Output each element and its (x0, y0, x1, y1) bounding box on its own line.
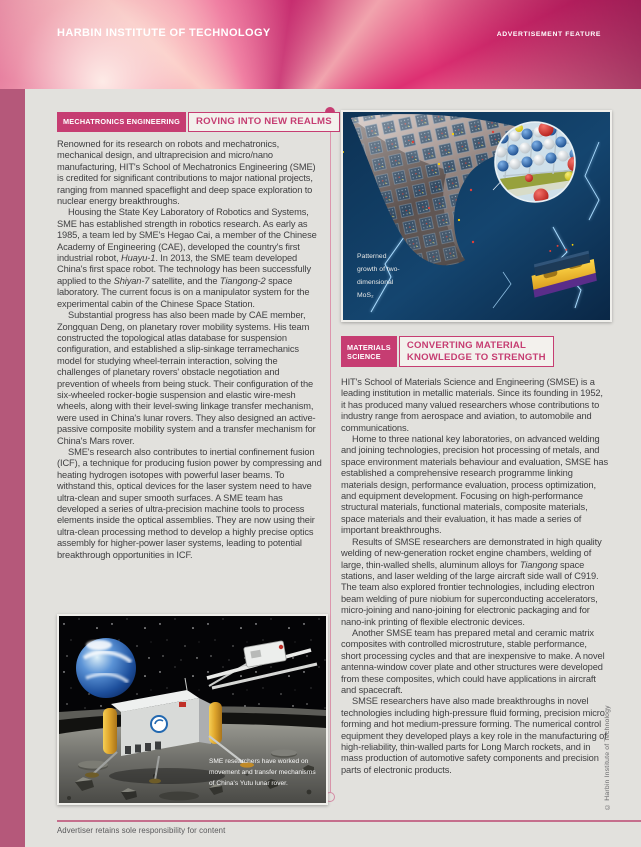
image-credit: © Harbin Institute of Technology (604, 705, 611, 810)
paragraph: HIT's School of Materials Science and Engineering (SMSE) is a leading institution in metallic materials. Since its founding in 1952, it has produced many valued researchers whose contributions to industry range from aerospace and aviation, to automobile and communications. (341, 377, 603, 433)
paragraph: Renowned for its research on robots and mechatronics, mechanical design, and ultraprecision and micro/nano manufacturing, HIT's School of Mechatronics Engineering (SME) is credited for significant contributions to major national projects, ranging from manned spaceflight and deep space exploration to nuclear energy breakthroughs. (57, 139, 316, 207)
rover-caption-line: of China's Yutu lunar rover. (209, 780, 288, 787)
section-header-materials (341, 336, 554, 367)
mos2-caption-line: MoS₂ (357, 292, 374, 299)
page-title: HARBIN INSTITUTE OF TECHNOLOGY (57, 27, 271, 39)
lunar-rover-image (57, 614, 328, 805)
paragraph: SMSE researchers have also made breakthroughs in novel technologies including high-pressure fluid forming, precision micro forming and hot medium-pressure forming. The numerical control equipment they developed plays a key role in the manufacturing of high-reliability, thin-walled parts for Long March rockets, and in mass production of automotive safety components and precision parts of electronic products. (341, 696, 607, 775)
paragraph: Substantial progress has also been made by CAE member, Zongquan Deng, on planetary rover mobility systems. His team constructed the topological atlas database for suspension configuration, and established a slip-sinkage terramechanics model for studying wheel-terrain interaction, solving the challenges of planetary rovers' obstacle negotiation and prevention of wheels from being stuck. Their configuration of the six-wheeled rocker-bogie suspension and elastic wire-mesh wheels, along with their level-swing linkage transfer mechanism, were used in China's lunar rovers. They also designed an active-passive composite mobility system and a transfer mechanism for China's Mars rover. (57, 310, 316, 446)
lunar-rover-illustration (59, 616, 326, 803)
section-header-mechatronics (57, 112, 340, 132)
mos2-caption-line: dimensional (357, 279, 394, 286)
paragraph: Housing the State Key Laboratory of Robotics and Systems, SME has established strength in robotics research. As early as 1985, a team led by SME's Hegao Cai, a member of the Chinese Academy of Engineering (CAE), developed the country's first industrial robot, Huayu-1. In 2013, the SME team developed China's first space robot. The technology has been successfully applied to the Shiyan-7 satellite, and the Tiangong-2 space laboratory. The current focus is on a manipulator system for the experimental cabin of the Chinese Space Station. (57, 207, 317, 309)
section-tag-label: MECHATRONICS ENGINEERING (63, 117, 180, 127)
section-title-line: CONVERTING MATERIAL (406, 340, 527, 351)
rover-caption-line: movement and transfer mechanisms (209, 769, 316, 776)
paragraph: SME's research also contributes to inertial confinement fusion (ICF), a technique for producing fusion power by compressing and heating hydrogen isotopes with powerful laser beams. To withstand this, optical devices for the laser system need to have ultra-clean and super smooth surfaces. A SME team has developed a series of ultra-precision machine tools to process elements inside the optical assemblies. They are now using their ultra-clean processing method to develop a highly precise optics assembly for higher-power laser systems, leading to potential breakthrough opportunities in ICF. (57, 446, 322, 560)
left-accent-bar (0, 89, 25, 847)
section-title-line: KNOWLEDGE TO STRENGTH (406, 351, 546, 363)
paragraph: Home to three national key laboratories, on advanced welding and joining technologies, precision hot processing of metals, and space environment materials behaviour and evaluation, SMSE has established a comprehensive research programme linking materials design, performance evaluation, process optimization, and equipment development. Focusing on high-performance structural materials, functional materials, composite materials, space materials and their evaluation, it has made a series of important breakthroughs. (341, 434, 608, 536)
paragraph: Results of SMSE researchers are demonstrated in high quality welding of new-generation rocket engine chambers, welding of large, thin-walled shells, aluminum alloys for Tiangong space stations, and laser welding of the large aircraft side wall of C919. The team also explored frontier technologies, including electron beam welding of pure niobium for superconducting accelerators, micro-joining and nano-joining for electronic packaging and for nano-ink printing of flexible electronic devices. (341, 536, 602, 627)
advertisement-feature-label: ADVERTISEMENT FEATURE (496, 31, 601, 38)
footer-rule (57, 820, 641, 822)
column-divider (330, 112, 331, 797)
masthead-banner (0, 0, 641, 89)
section-tag (57, 112, 186, 132)
paragraph: Another SMSE team has prepared metal and ceramic matrix composites with controlled microstruture, stable performance, short processing cycles and that are inexpensive to make. A novel antenna-window cover plate and other structures were developed from these composites, which could have applications in aircraft and spacecraft. (341, 627, 605, 695)
mos2-illustration (343, 112, 610, 320)
footer-note: Advertiser retains sole responsibility for content (57, 826, 226, 835)
section-tag-line: MATERIALS (347, 342, 391, 352)
section-tag (341, 336, 397, 367)
section-title-label: ROVING INTO NEW REALMS (195, 116, 332, 127)
earth (76, 638, 136, 698)
mechatronics-paragraphs (57, 139, 323, 561)
rover-caption-line: SME researchers have worked on (209, 758, 309, 765)
section-title (188, 112, 340, 132)
materials-paragraphs (341, 377, 609, 776)
lander-shadow (109, 768, 225, 784)
section-title (399, 336, 554, 367)
mos2-image (341, 110, 612, 322)
section-tag-line: SCIENCE (347, 351, 381, 361)
mos2-caption-line: growth of two- (357, 266, 400, 273)
mos2-caption-line: Patterned (357, 253, 387, 260)
